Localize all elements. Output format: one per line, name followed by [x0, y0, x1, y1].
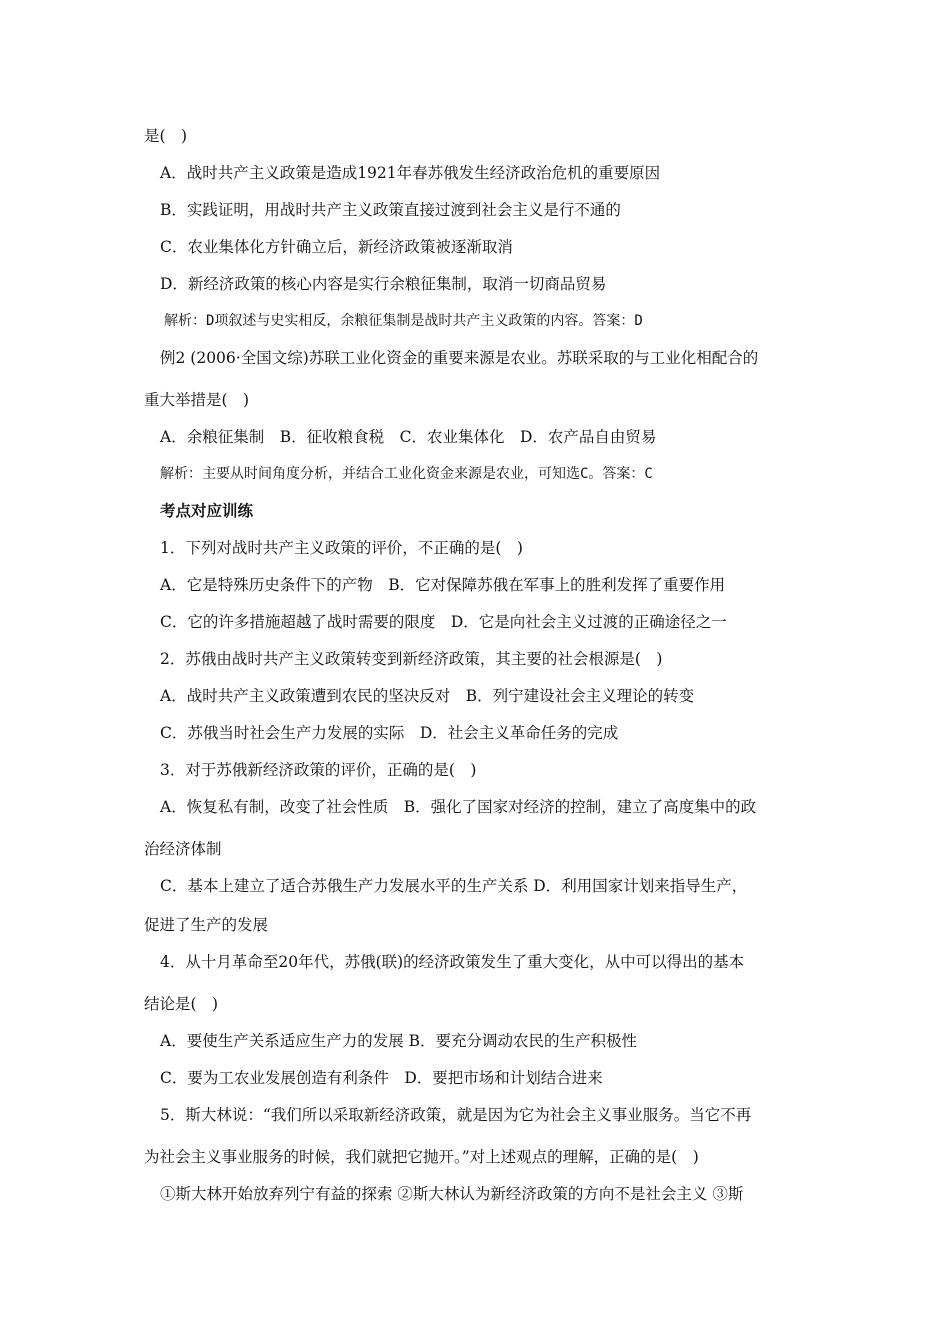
- option-line: A．它是特殊历史条件下的产物 B．它对保障苏俄在军事上的胜利发挥了重要作用: [160, 576, 726, 594]
- analysis-line: 解析：D项叙述与史实相反，余粮征集制是战时共产主义政策的内容。答案：D: [164, 313, 643, 329]
- text-line: 促进了生产的发展: [144, 916, 269, 934]
- text-line: 重大举措是( ): [144, 391, 250, 409]
- option-line: A．要使生产关系适应生产力的发展 B．要充分调动农民的生产积极性: [160, 1032, 638, 1050]
- text-line: 为社会主义事业服务的时候，我们就把它抛开。”对上述观点的理解，正确的是( ): [144, 1148, 699, 1166]
- text-line: 治经济体制: [144, 840, 222, 858]
- text-line: 是( ): [144, 127, 188, 145]
- example-line: 例2 (2006·全国文综)苏联工业化资金的重要来源是农业。苏联采取的与工业化相配合的: [160, 349, 759, 367]
- question-line: 2．苏俄由战时共产主义政策转变到新经济政策，其主要的社会根源是( ): [160, 650, 663, 668]
- option-line: ①斯大林开始放弃列宁有益的探索 ②斯大林认为新经济政策的方向不是社会主义 ③斯: [160, 1185, 744, 1203]
- option-line: C．基本上建立了适合苏俄生产力发展水平的生产关系 D．利用国家计划来指导生产，: [160, 877, 748, 895]
- question-line: 4．从十月革命至20年代，苏俄(联)的经济政策发生了重大变化，从中可以得出的基本: [160, 953, 745, 971]
- section-heading: 考点对应训练: [160, 501, 254, 520]
- option-line: C．它的许多措施超越了战时需要的限度 D．它是向社会主义过渡的正确途径之一: [160, 613, 727, 631]
- option-line: D．新经济政策的核心内容是实行余粮征集制，取消一切商品贸易: [160, 275, 607, 293]
- option-line: A．余粮征集制 B．征收粮食税 C．农业集体化 D．农产品自由贸易: [160, 428, 657, 446]
- option-line: A．恢复私有制，改变了社会性质 B．强化了国家对经济的控制，建立了高度集中的政: [160, 798, 757, 816]
- question-line: 5．斯大林说：“我们所以采取新经济政策，就是因为它为社会主义事业服务。当它不再: [160, 1106, 752, 1124]
- question-line: 1．下列对战时共产主义政策的评价，不正确的是( ): [160, 539, 523, 557]
- option-line: A．战时共产主义政策是造成1921年春苏俄发生经济政治危机的重要原因: [160, 164, 661, 182]
- analysis-line: 解析：主要从时间角度分析，并结合工业化资金来源是农业，可知选C。答案：C: [160, 466, 653, 482]
- option-line: C．农业集体化方针确立后，新经济政策被逐渐取消: [160, 238, 513, 256]
- option-line: C．要为工农业发展创造有利条件 D．要把市场和计划结合进来: [160, 1069, 603, 1087]
- text-line: 结论是( ): [144, 995, 219, 1013]
- question-line: 3．对于苏俄新经济政策的评价，正确的是( ): [160, 761, 477, 779]
- option-line: A．战时共产主义政策遭到农民的坚决反对 B．列宁建设社会主义理论的转变: [160, 687, 695, 705]
- option-line: C．苏俄当时社会生产力发展的实际 D．社会主义革命任务的完成: [160, 724, 619, 742]
- option-line: B．实践证明，用战时共产主义政策直接过渡到社会主义是行不通的: [160, 201, 621, 219]
